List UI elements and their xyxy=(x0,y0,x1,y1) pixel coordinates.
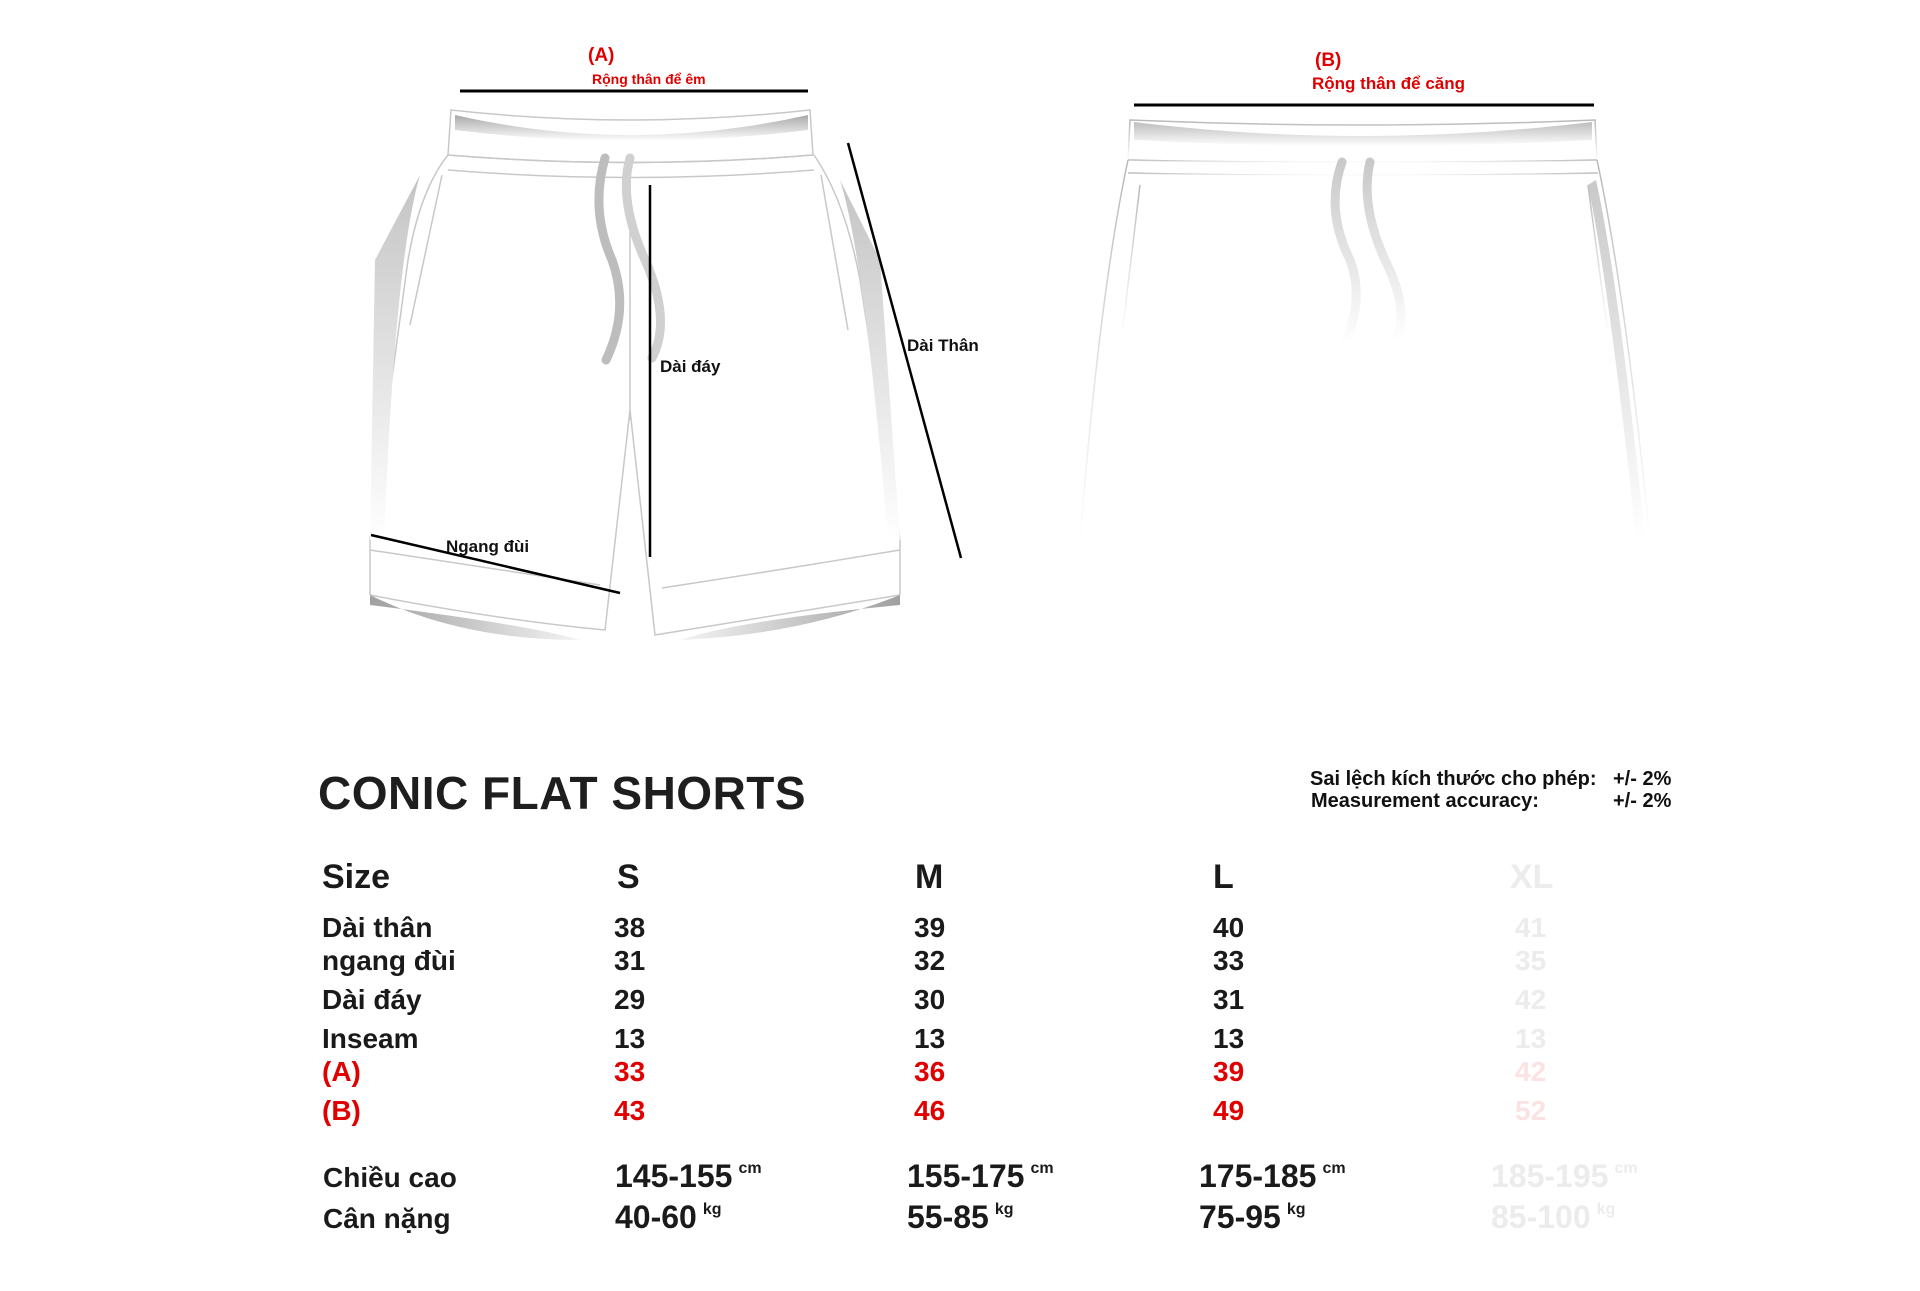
dai-day-label: Dài đáy xyxy=(660,357,721,376)
accuracy-en-label: Measurement accuracy: xyxy=(1311,790,1539,812)
height-s: 145-155 $^{cm}$ xyxy=(615,1158,762,1194)
label-b-letter: (B) xyxy=(1315,50,1342,71)
row-label-inseam: Inseam xyxy=(322,1023,419,1054)
table-cell: 46 xyxy=(914,1095,946,1126)
table-cell: 40 xyxy=(1213,912,1245,943)
accuracy-vi-label: Sai lệch kích thước cho phép: xyxy=(1310,768,1597,790)
weight-xl: 85-100 $^{kg}$ xyxy=(1491,1199,1616,1235)
weight-s: 40-60 $^{kg}$ xyxy=(615,1199,722,1235)
table-cell: 43 xyxy=(614,1095,646,1126)
table-cell: 13 xyxy=(1515,1023,1547,1054)
label-a-text: Rộng thân để êm xyxy=(592,71,706,87)
table-cell: 13 xyxy=(614,1023,646,1054)
size-header-label: Size xyxy=(322,858,391,896)
table-cell: 31 xyxy=(1213,984,1245,1015)
table-cell: 29 xyxy=(614,984,646,1015)
table-cell: 32 xyxy=(914,945,946,976)
table-cell: 42 xyxy=(1515,1056,1547,1087)
accuracy-vi-value: +/- 2% xyxy=(1613,768,1672,790)
size-header-m: M xyxy=(915,858,944,896)
label-b-text: Rộng thân để căng xyxy=(1312,74,1465,93)
table-cell: 39 xyxy=(914,912,946,943)
height-l: 175-185 $^{cm}$ xyxy=(1199,1158,1346,1194)
height-xl: 185-195 $^{cm}$ xyxy=(1491,1158,1638,1194)
weight-label: Cân nặng xyxy=(323,1203,451,1234)
weight-m: 55-85 $^{kg}$ xyxy=(907,1199,1014,1235)
table-cell: 39 xyxy=(1213,1056,1245,1087)
shorts-stretched-diagram xyxy=(1060,90,1680,570)
height-m: 155-175 $^{cm}$ xyxy=(907,1158,1054,1194)
row-label-ngang-dui: ngang đùi xyxy=(322,945,456,976)
table-cell: 33 xyxy=(1213,945,1245,976)
table-cell: 35 xyxy=(1515,945,1547,976)
table-cell: 52 xyxy=(1515,1095,1547,1126)
table-cell: 13 xyxy=(1213,1023,1245,1054)
table-cell: 41 xyxy=(1515,912,1547,943)
row-label-b: (B) xyxy=(322,1095,361,1126)
table-cell: 38 xyxy=(614,912,646,943)
ngang-dui-label: Ngang đùi xyxy=(446,537,530,556)
table-cell: 31 xyxy=(614,945,646,976)
product-title: CONIC FLAT SHORTS xyxy=(318,767,807,819)
table-cell: 42 xyxy=(1515,984,1547,1015)
dai-than-label: Dài Thân xyxy=(907,336,979,355)
table-cell: 49 xyxy=(1213,1095,1245,1126)
label-a-letter: (A) xyxy=(588,45,615,66)
size-header-xl: XL xyxy=(1510,858,1554,896)
weight-l: 75-95 $^{kg}$ xyxy=(1199,1199,1306,1235)
row-label-dai-than: Dài thân xyxy=(322,912,433,943)
table-cell: 13 xyxy=(914,1023,946,1054)
size-header-l: L xyxy=(1213,858,1234,896)
table-cell: 30 xyxy=(914,984,946,1015)
height-label: Chiều cao xyxy=(323,1162,457,1193)
table-cell: 36 xyxy=(914,1056,946,1087)
row-label-a: (A) xyxy=(322,1056,361,1087)
size-header-s: S xyxy=(617,858,640,896)
accuracy-en-value: +/- 2% xyxy=(1613,790,1672,812)
row-label-dai-day: Dài đáy xyxy=(322,984,422,1015)
table-cell: 33 xyxy=(614,1056,646,1087)
